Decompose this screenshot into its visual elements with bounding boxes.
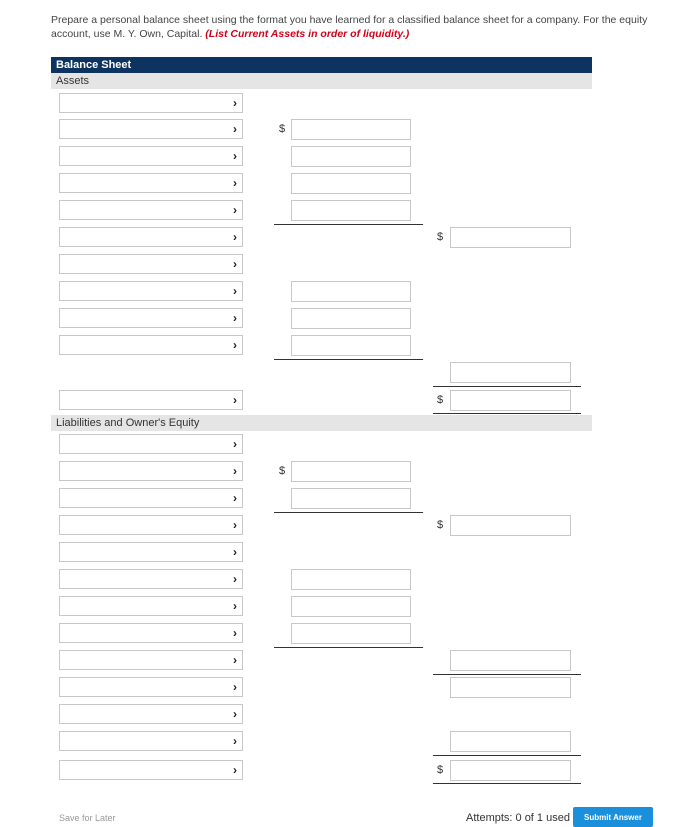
currency-symbol: $	[437, 231, 444, 243]
account-dropdown[interactable]	[59, 515, 243, 535]
instructions-text: Prepare a personal balance sheet using the format you have learned for a classified balance sheet for a company. For the equity account, use M. Y. Own, Capital.	[51, 14, 648, 40]
account-dropdown[interactable]	[59, 434, 243, 454]
chevron-down-icon: ›	[233, 653, 237, 667]
amount-field[interactable]	[292, 283, 410, 302]
amount-input[interactable]	[291, 119, 411, 140]
chevron-down-icon: ›	[233, 176, 237, 190]
account-dropdown[interactable]	[59, 760, 243, 780]
account-dropdown[interactable]	[59, 335, 243, 355]
account-dropdown[interactable]	[59, 281, 243, 301]
subtotal-rule	[274, 647, 423, 648]
chevron-down-icon: ›	[233, 599, 237, 613]
total-field[interactable]	[451, 392, 570, 411]
chevron-down-icon: ›	[233, 203, 237, 217]
subtotal-input[interactable]	[450, 362, 571, 383]
subtotal-input[interactable]	[450, 227, 571, 248]
amount-input[interactable]	[291, 623, 411, 644]
chevron-down-icon: ›	[233, 437, 237, 451]
currency-symbol: $	[437, 519, 444, 531]
chevron-down-icon: ›	[233, 680, 237, 694]
assets-header: Assets	[51, 73, 592, 89]
account-dropdown[interactable]	[59, 488, 243, 508]
subtotal-field[interactable]	[451, 364, 570, 383]
subtotal-rule	[274, 512, 423, 513]
subtotal-field[interactable]	[451, 517, 570, 536]
chevron-down-icon: ›	[233, 284, 237, 298]
amount-field[interactable]	[292, 598, 410, 617]
chevron-down-icon: ›	[233, 626, 237, 640]
subtotal-field[interactable]	[451, 229, 570, 248]
instructions	[51, 14, 651, 41]
chevron-down-icon: ›	[233, 734, 237, 748]
chevron-down-icon: ›	[233, 707, 237, 721]
account-dropdown[interactable]	[59, 93, 243, 113]
total-double-rule	[433, 413, 581, 414]
amount-field[interactable]	[292, 490, 410, 509]
chevron-down-icon: ›	[233, 518, 237, 532]
amount-field[interactable]	[292, 148, 410, 167]
chevron-down-icon: ›	[233, 464, 237, 478]
total-field[interactable]	[451, 762, 570, 781]
account-dropdown[interactable]	[59, 461, 243, 481]
amount-input[interactable]	[291, 335, 411, 356]
submit-answer-button[interactable]: Submit Answer	[573, 807, 653, 827]
currency-symbol: $	[437, 764, 444, 776]
subtotal-rule	[433, 755, 581, 756]
chevron-down-icon: ›	[233, 257, 237, 271]
account-dropdown[interactable]	[59, 173, 243, 193]
chevron-down-icon: ›	[233, 763, 237, 777]
subtotal-input[interactable]	[450, 731, 571, 752]
amount-field[interactable]	[292, 202, 410, 221]
account-dropdown[interactable]	[59, 119, 243, 139]
amount-input[interactable]	[291, 461, 411, 482]
subtotal-input[interactable]	[450, 650, 571, 671]
chevron-down-icon: ›	[233, 96, 237, 110]
amount-field[interactable]	[292, 463, 410, 482]
currency-symbol: $	[437, 394, 444, 406]
amount-field[interactable]	[292, 337, 410, 356]
amount-input[interactable]	[291, 596, 411, 617]
account-dropdown[interactable]	[59, 227, 243, 247]
subtotal-rule	[274, 359, 423, 360]
amount-field[interactable]	[292, 175, 410, 194]
subtotal-input[interactable]	[450, 677, 571, 698]
save-for-later-link[interactable]: Save for Later	[59, 813, 116, 823]
currency-symbol: $	[279, 465, 286, 477]
total-assets-input[interactable]	[450, 390, 571, 411]
account-dropdown[interactable]	[59, 308, 243, 328]
instructions-highlight: (List Current Assets in order of liquidity.)	[205, 27, 410, 40]
chevron-down-icon: ›	[233, 122, 237, 136]
amount-field[interactable]	[292, 571, 410, 590]
attempts-counter: Attempts: 0 of 1 used	[466, 812, 570, 824]
total-double-rule	[433, 783, 581, 784]
account-dropdown[interactable]	[59, 731, 243, 751]
amount-input[interactable]	[291, 173, 411, 194]
amount-input[interactable]	[291, 488, 411, 509]
account-dropdown[interactable]	[59, 677, 243, 697]
chevron-down-icon: ›	[233, 572, 237, 586]
subtotal-rule	[433, 674, 581, 675]
chevron-down-icon: ›	[233, 338, 237, 352]
chevron-down-icon: ›	[233, 491, 237, 505]
account-dropdown[interactable]	[59, 146, 243, 166]
chevron-down-icon: ›	[233, 149, 237, 163]
amount-input[interactable]	[291, 146, 411, 167]
subtotal-rule	[433, 386, 581, 387]
balance-sheet-title: Balance Sheet	[51, 57, 592, 73]
account-dropdown[interactable]	[59, 650, 243, 670]
currency-symbol: $	[279, 123, 286, 135]
amount-field[interactable]	[292, 625, 410, 644]
amount-field[interactable]	[292, 310, 410, 329]
amount-input[interactable]	[291, 308, 411, 329]
chevron-down-icon: ›	[233, 545, 237, 559]
chevron-down-icon: ›	[233, 230, 237, 244]
account-dropdown[interactable]	[59, 596, 243, 616]
account-dropdown[interactable]	[59, 569, 243, 589]
chevron-down-icon: ›	[233, 311, 237, 325]
amount-input[interactable]	[291, 200, 411, 221]
chevron-down-icon: ›	[233, 393, 237, 407]
account-dropdown[interactable]	[59, 542, 243, 562]
account-dropdown[interactable]	[59, 254, 243, 274]
account-dropdown[interactable]	[59, 200, 243, 220]
subtotal-field[interactable]	[451, 679, 570, 698]
subtotal-input[interactable]	[450, 515, 571, 536]
account-dropdown[interactable]	[59, 704, 243, 724]
subtotal-rule	[274, 224, 423, 225]
total-liabilities-equity-input[interactable]	[450, 760, 571, 781]
account-dropdown[interactable]	[59, 623, 243, 643]
subtotal-field[interactable]	[451, 652, 570, 671]
liabilities-equity-header: Liabilities and Owner's Equity	[51, 415, 592, 431]
account-dropdown[interactable]	[59, 390, 243, 410]
amount-input[interactable]	[291, 281, 411, 302]
subtotal-field[interactable]	[451, 733, 570, 752]
amount-field[interactable]	[292, 121, 410, 140]
amount-input[interactable]	[291, 569, 411, 590]
